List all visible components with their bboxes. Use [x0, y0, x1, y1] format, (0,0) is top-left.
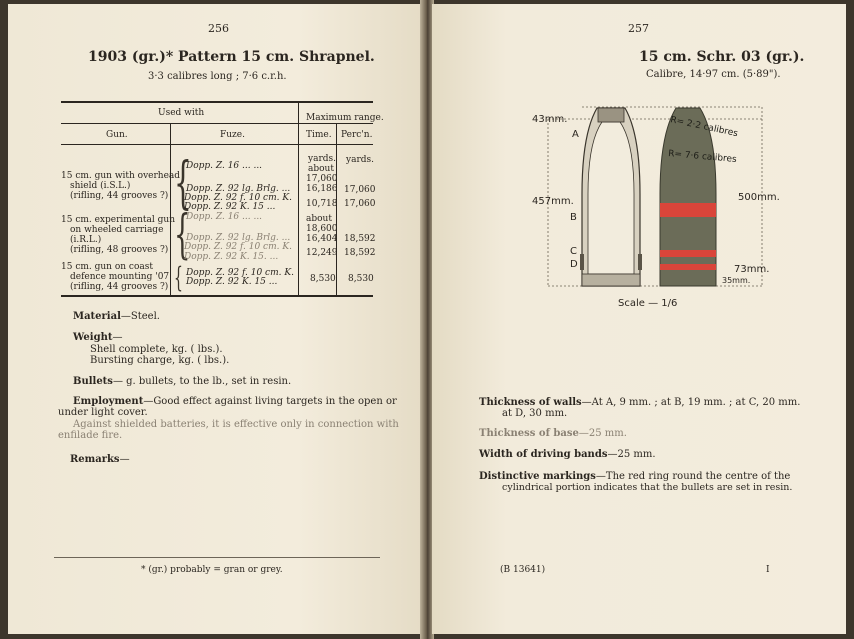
- fuze-cell: Dopp. Z. 92 f. 10 cm. K.: [184, 242, 292, 252]
- perc-cell: 18,592: [344, 234, 376, 244]
- fuze-cell: Dopp. Z. 92 K. 15 ...: [186, 277, 278, 287]
- fuze-cell: Dopp. Z. 92 f. 10 cm. K.: [186, 268, 294, 278]
- fuze-cell: Dopp. Z. 92 K. 15 ...: [184, 202, 276, 212]
- table-bottom-rule: [61, 295, 373, 297]
- markings-label: Distinctive markings: [479, 471, 596, 482]
- col-divider-gun: [170, 123, 171, 295]
- time-cell: 8,530: [310, 274, 336, 284]
- right-page: [432, 4, 846, 634]
- base-label: Thickness of base: [479, 428, 579, 439]
- col-divider-range: [298, 103, 299, 295]
- col-perc: Perc'n.: [341, 130, 373, 140]
- perc-cell: 18,592: [344, 248, 376, 258]
- dim-457-label: 457mm.: [532, 196, 574, 207]
- weight-heading: [73, 332, 122, 344]
- weight-label: Weight: [73, 332, 113, 343]
- remarks-line: [70, 454, 130, 466]
- time-cell: 12,249: [306, 248, 338, 258]
- gun-cell: (rifling, 44 grooves ?): [70, 191, 169, 201]
- material-value: —Steel.: [120, 311, 160, 322]
- markings-value: —The red ring round the centre of the: [595, 471, 791, 482]
- gun-cell: (rifling, 44 grooves ?): [70, 282, 169, 292]
- employment-text: —Good effect against living targets in the open or: [143, 396, 397, 407]
- fuze-cell: Dopp. Z. 92 lg. Brlg. ...: [186, 184, 291, 194]
- bursting-charge-line: Bursting charge, kg. ( lbs.).: [90, 355, 230, 366]
- point-b-label: B: [570, 212, 577, 223]
- gun-cell: 15 cm. gun with overhead: [61, 171, 181, 181]
- header-max-range: Maximum range.: [306, 113, 384, 123]
- employment-line-3: Against shielded batteries, it is effective only in connection with: [73, 419, 399, 430]
- employment-label: Employment: [73, 396, 144, 407]
- page-number: 256: [208, 22, 229, 35]
- fuze-cell: Dopp. Z. 16 ... ...: [186, 212, 263, 222]
- point-c-label: C: [570, 246, 577, 257]
- page-subtitle: Calibre, 14·97 cm. (5·89").: [646, 69, 781, 80]
- col-time: Time.: [306, 130, 332, 140]
- footer-code: (B 13641): [500, 565, 546, 575]
- header-used-with: Used with: [158, 108, 205, 118]
- shell-diagram: [432, 4, 846, 324]
- bullets-value: — g. bullets, to the lb., set in resin.: [112, 376, 292, 387]
- footnote-rule: [54, 557, 380, 558]
- range-mid-rule: [298, 123, 373, 124]
- shell-painted-exterior: [660, 108, 716, 286]
- employment-line-2: under light cover.: [58, 407, 148, 418]
- gun-cell: (rifling, 48 grooves ?): [70, 245, 169, 255]
- col-fuze: Fuze.: [220, 130, 245, 140]
- table-top-rule: [61, 101, 373, 103]
- time-cell: about: [308, 164, 334, 174]
- bands-line: [479, 449, 656, 461]
- remarks-dash: —: [119, 454, 130, 465]
- brace: {: [174, 205, 191, 265]
- point-a-label: A: [572, 129, 579, 140]
- driving-band: [660, 264, 716, 270]
- base-line: [479, 428, 627, 440]
- bullets-label: Bullets: [73, 376, 113, 387]
- footnote: * (gr.) probably = gran or grey.: [141, 565, 283, 575]
- perc-cell: 17,060: [344, 185, 376, 195]
- fuze-cell: Dopp. Z. 92 f. 10 cm. K.: [184, 193, 292, 203]
- gun-cell: 15 cm. experimental gun: [61, 215, 176, 225]
- col-divider-time: [336, 124, 337, 295]
- weight-dash: —: [112, 332, 123, 343]
- perc-cell: 17,060: [344, 199, 376, 209]
- remarks-label: Remarks: [70, 454, 120, 465]
- base-value: —25 mm.: [578, 428, 627, 439]
- time-cell: 18,600: [306, 224, 338, 234]
- dim-35-label: 35mm.: [722, 276, 751, 285]
- dim-500-label: 500mm.: [738, 192, 780, 203]
- time-cell: 16,404: [306, 234, 338, 244]
- point-d-label: D: [570, 259, 578, 270]
- header-bottom-rule: [61, 144, 373, 145]
- time-cell: 10,718: [306, 199, 338, 209]
- brace: {: [174, 261, 183, 294]
- walls-label: Thickness of walls: [479, 397, 582, 408]
- scale-label: Scale — 1/6: [618, 298, 678, 309]
- fuze-cell: Dopp. Z. 16 ... ...: [186, 161, 263, 171]
- gun-cell: 15 cm. gun on coast: [61, 262, 153, 272]
- bands-value: —25 mm.: [607, 449, 656, 460]
- gun-cell: on wheeled carriage: [70, 225, 164, 235]
- left-page: [8, 4, 422, 634]
- radius-label: R= 2·2 calibres: [669, 115, 739, 140]
- gun-cell: defence mounting '07: [70, 272, 170, 282]
- page-subtitle: 3·3 calibres long ; 7·6 c.r.h.: [148, 71, 287, 82]
- shell-complete-line: Shell complete, kg. ( lbs.).: [90, 344, 223, 355]
- material-label: Material: [73, 311, 121, 322]
- employment-line-4: enfilade fire.: [58, 430, 123, 441]
- table-mid-rule: [61, 123, 298, 124]
- page-title: 15 cm. Schr. 03 (gr.).: [639, 49, 805, 65]
- markings-line-2: cylindrical portion indicates that the bullets are set in resin.: [502, 482, 793, 493]
- perc-cell: yards.: [346, 155, 374, 165]
- time-cell: yards.: [308, 154, 336, 164]
- gun-cell: shield (i.S.L.): [70, 181, 131, 191]
- dim-73-label: 73mm.: [734, 264, 770, 275]
- brace: {: [174, 151, 192, 216]
- fuze-cell: Dopp. Z. 92 lg. Brlg. ...: [186, 233, 291, 243]
- footer-signature: I: [766, 565, 770, 575]
- time-cell: about: [306, 214, 332, 224]
- col-gun: Gun.: [106, 130, 128, 140]
- walls-line-2: at D, 30 mm.: [502, 408, 568, 419]
- radius-label: R= 7·6 calibres: [667, 149, 738, 165]
- fuze-cell: Dopp. Z. 92 K. 15. ...: [184, 252, 279, 262]
- time-cell: 16,186: [306, 184, 338, 194]
- page-number: 257: [628, 22, 649, 35]
- shell-cross-section: [580, 108, 642, 286]
- red-ring: [660, 203, 716, 217]
- bands-label: Width of driving bands: [479, 449, 608, 460]
- gun-cell: (i.R.L.): [70, 235, 102, 245]
- dim-43-label: 43mm.: [532, 114, 568, 125]
- material-line: [73, 311, 160, 323]
- bullets-line: [73, 376, 291, 388]
- perc-cell: 8,530: [348, 274, 374, 284]
- page-title: 1903 (gr.)* Pattern 15 cm. Shrapnel.: [88, 49, 375, 65]
- driving-band: [660, 250, 716, 257]
- time-cell: 17,060: [306, 174, 338, 184]
- walls-value: —At A, 9 mm. ; at B, 19 mm. ; at C, 20 mm.: [581, 397, 801, 408]
